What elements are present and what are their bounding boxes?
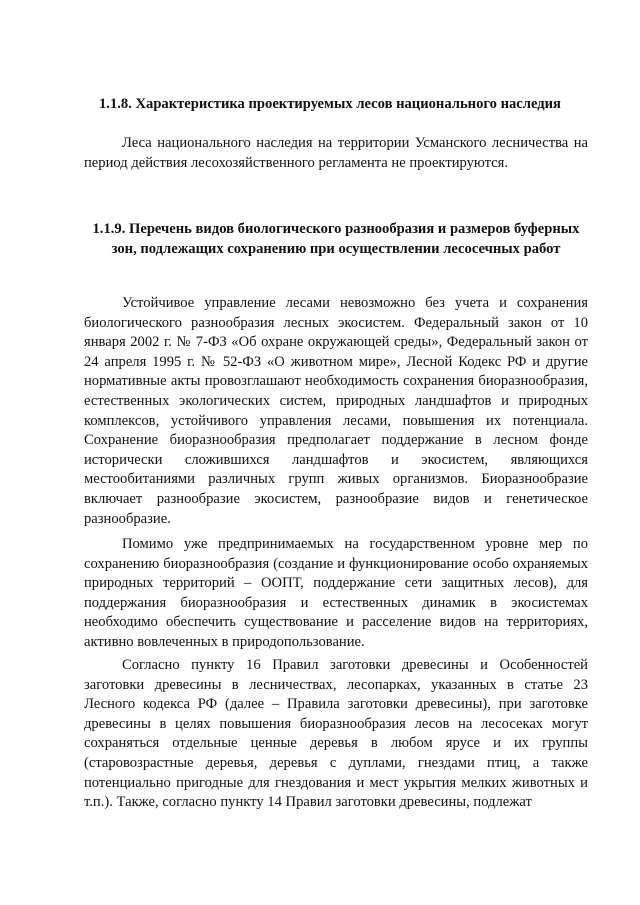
paragraph-biodiversity-measures: Помимо уже предпринимаемых на государственном уровне мер по сохранению биоразнообразия (создание и функционирование особо охраняемых природных территорий – ООПТ, поддержание сети защитных лесов), для поддержания биоразнообразия и естественных динамик в экосистемах необходимо обеспечить существование и расселение видов на территориях, активно вовлеченных в природопользование.: [84, 536, 588, 650]
section-heading-1-1-9: 1.1.9. Перечень видов биологического разнообразия и размеров буферных зон, подлежащих сохранению при осуществлении лесосечных работ: [92, 221, 580, 257]
paragraph-logging-rules: Согласно пункту 16 Правил заготовки древесины и Особенностей заготовки древесины в лесничествах, лесопарках, указанных в статье 23 Лесного кодекса РФ (далее – Правила заготовки древесины), при заготовке древесины в целях повышения биоразнообразия лесов на лесосеках могут сохраняться отдельные ценные деревья в любом ярусе и их группы (старовозрастные деревья, деревья с дуплами, гнездами птиц, а также потенциально пригодные для гнездования и мест укрытия мелких животных и т.п.). Также, согласно пункту 14 Правил заготовки древесины, подлежат: [84, 657, 588, 811]
section-heading-1-1-8: 1.1.8. Характеристика проектируемых лесов национального наследия: [99, 96, 561, 112]
paragraph-biodiversity-intro: Устойчивое управление лесами невозможно без учета и сохранения биологического разнообразия лесных экосистем. Федеральный закон от 10 января 2002 г. № 7-ФЗ «Об охране окружающей среды», Федеральный закон от 24 апреля 1995 г. № 52-ФЗ «О животном мире», Лесной Кодекс РФ и другие нормативные акты провозглашают необходимость сохранения биоразнообразия, естественных экологических систем, природных ландшафтов и природных комплексов, устойчивого управления лесами, повышения их потенциала. Сохранение биоразнообразия предполагает поддержание в лесном фонде исторически сложившихся ландшафтов и экосистем, являющихся местообитаниями различных групп живых организмов. Биоразнообразие включает разнообразие экосистем, разнообразие видов и генетическое разнообразие.: [84, 295, 588, 527]
paragraph-national-heritage-forests: Леса национального наследия на территории Усманского лесничества на период действия лесохозяйственного регламента не проектируются.: [84, 135, 588, 171]
